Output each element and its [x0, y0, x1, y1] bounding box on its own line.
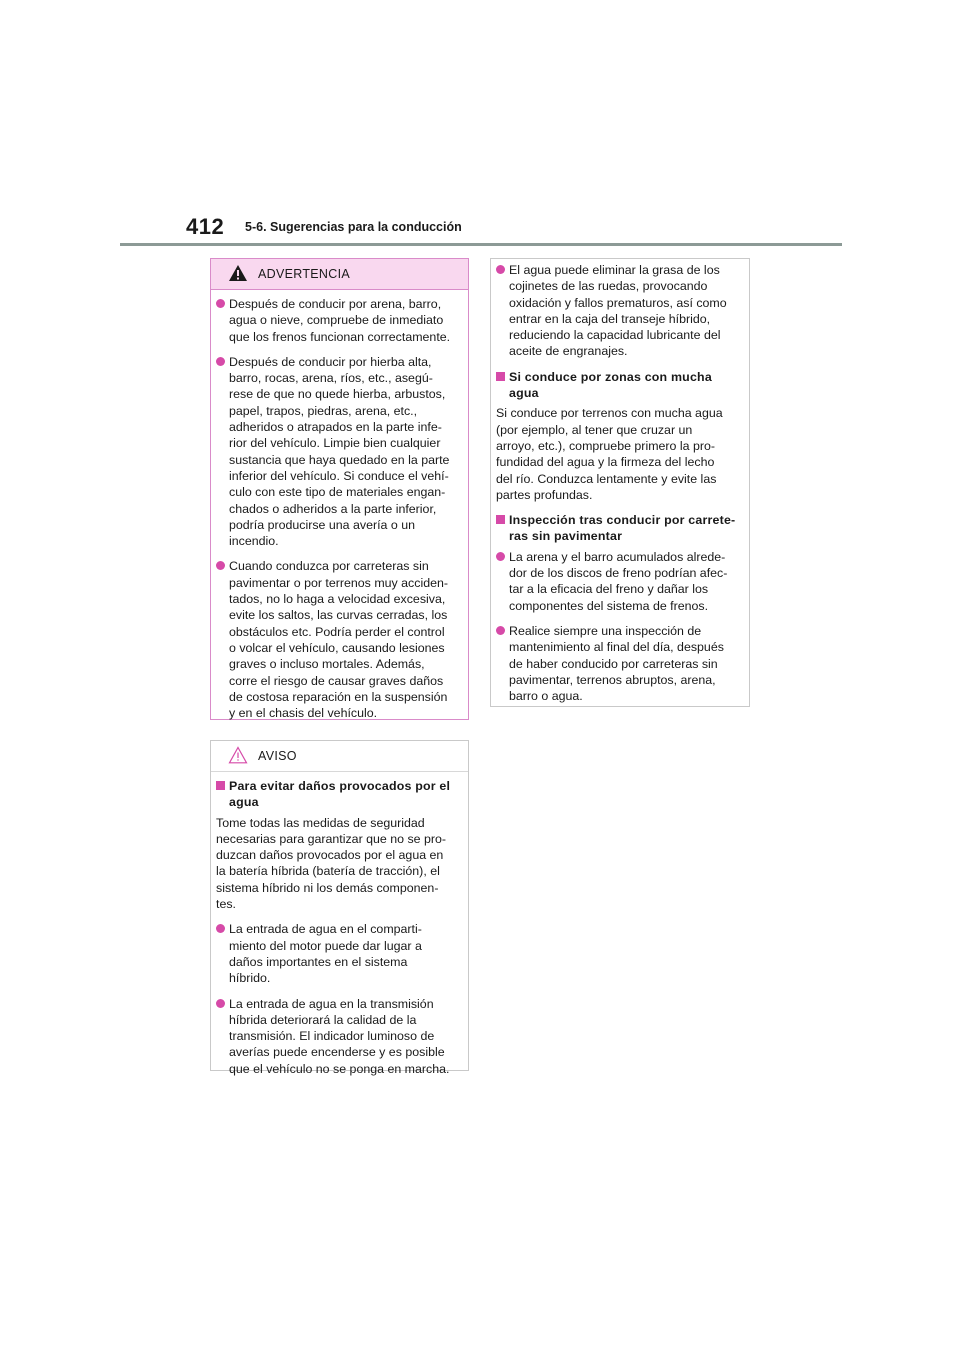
- text-line: oxidación y fallos prematuros, así como: [509, 295, 727, 310]
- aviso-title: AVISO: [258, 749, 297, 763]
- text-line: Después de conducir por arena, barro,: [229, 297, 442, 311]
- text-line: pavimentar o por terrenos muy acciden-: [229, 575, 449, 590]
- text-line: rese de que no quede hierba, arbustos,: [229, 387, 446, 402]
- text-line: cojinetes de las ruedas, provocando: [509, 279, 708, 294]
- text-line: partes profundas.: [496, 487, 593, 502]
- warning-item-3: [216, 558, 463, 721]
- warning-item-2: [216, 354, 463, 550]
- text-line: necesarias para garantizar que no se pro-: [216, 831, 447, 846]
- continued-notice-box: [490, 258, 750, 707]
- aviso-paragraph: [216, 815, 463, 913]
- heading-unpaved-inspection: [496, 512, 744, 545]
- text-line: híbrido.: [229, 971, 271, 986]
- text-line: inferior del vehículo. Si conduce el vehí-: [229, 468, 449, 483]
- text-line: corre el riesgo de causar graves daños: [229, 673, 444, 688]
- text-line: del río. Conduzca lentamente y evite las: [496, 471, 717, 486]
- text-line: Después de conducir por hierba alta,: [229, 354, 432, 369]
- page-number: 412: [186, 214, 225, 239]
- text-line: La entrada de agua en el comparti-: [229, 922, 422, 937]
- text-line: reduciendo la capacidad lubricante del: [509, 328, 721, 343]
- paragraph-deep-water: [496, 405, 744, 503]
- text-line: de haber conducido por carreteras sin: [509, 656, 718, 671]
- text-line: evite los saltos, las curvas cerradas, los: [229, 608, 448, 623]
- text-line: sustancia que haya quedado en la parte: [229, 452, 450, 467]
- heading-deep-water: [496, 369, 744, 402]
- text-line: averías puede encenderse y es posible: [229, 1045, 445, 1060]
- text-line: y en el chasis del vehículo.: [229, 706, 378, 721]
- section-title: 5-6. Sugerencias para la conducción: [245, 220, 462, 234]
- text-line: La arena y el barro acumulados alrede-: [509, 549, 726, 564]
- header-rule: [120, 243, 842, 246]
- warning-triangle-icon: [228, 264, 248, 282]
- aviso-item-2: [216, 996, 463, 1077]
- warning-header: [211, 259, 468, 290]
- text-line: culo con este tipo de materiales engan-: [229, 485, 446, 500]
- warning-title: ADVERTENCIA: [258, 267, 350, 281]
- right-item-grease: [496, 262, 744, 360]
- text-line: duzcan daños provocados por el agua en: [216, 848, 444, 863]
- text-line: barro, rocas, arena, ríos, etc., asegú-: [229, 371, 433, 386]
- text-line: o volcar el vehículo, causando lesiones: [229, 640, 445, 655]
- text-line: daños importantes en el sistema: [229, 954, 408, 969]
- right-item-maintenance: [496, 623, 744, 704]
- text-line: papel, trapos, piedras, arena, etc.,: [229, 403, 418, 418]
- text-line: podría producirse una avería o un: [229, 517, 415, 532]
- text-line: aceite de engranajes.: [509, 344, 628, 359]
- aviso-item-1: [216, 921, 463, 986]
- text-line: entrar en la caja del transeje híbrido,: [509, 311, 711, 326]
- text-line: de costosa reparación en la suspensión: [229, 689, 448, 704]
- text-line: fundidad del agua y la firmeza del lecho: [496, 455, 715, 470]
- text-line: que los frenos funcionan correctamente.: [229, 329, 451, 344]
- text-line: ras sin pavimentar: [509, 529, 623, 544]
- text-line: incendio.: [229, 534, 279, 549]
- aviso-box: [210, 740, 469, 1076]
- text-line: adheridos o atrapados en la parte infe-: [229, 420, 442, 435]
- text-line: barro o agua.: [509, 689, 583, 704]
- text-line: dor de los discos de freno podrían afec-: [509, 566, 728, 581]
- text-line: rior del vehículo. Limpie bien cualquier: [229, 436, 441, 451]
- text-line: componentes del sistema de frenos.: [509, 598, 709, 613]
- text-line: Si conduce por zonas con mucha: [509, 369, 712, 384]
- text-line: Inspección tras conducir por carrete-: [509, 513, 736, 528]
- aviso-heading: [216, 778, 463, 811]
- text-line: agua: [509, 386, 539, 401]
- text-line: mantenimiento al final del día, después: [509, 640, 724, 655]
- warning-box: [210, 258, 469, 720]
- text-line: Realice siempre una inspección de: [509, 623, 702, 638]
- aviso-header: [211, 741, 468, 772]
- text-line: Si conduce por terrenos con mucha agua: [496, 406, 723, 421]
- text-line: transmisión. El indicador luminoso de: [229, 1029, 435, 1044]
- text-line: Para evitar daños provocados por el: [229, 779, 451, 793]
- warning-item-1: [216, 296, 463, 345]
- text-line: Tome todas las medidas de seguridad: [216, 815, 425, 830]
- text-line: tar a la eficacia del freno y dañar los: [509, 582, 709, 597]
- text-line: La entrada de agua en la transmisión: [229, 996, 434, 1011]
- text-line: miento del motor puede dar lugar a: [229, 938, 422, 953]
- text-line: la batería híbrida (batería de tracción), el: [216, 864, 440, 879]
- text-line: pavimentar, terrenos abruptos, arena,: [509, 672, 716, 687]
- text-line: tados, no lo haga a velocidad excesiva,: [229, 592, 446, 607]
- text-line: agua o nieve, compruebe de inmediato: [229, 313, 444, 328]
- caution-triangle-icon: [228, 746, 248, 764]
- text-line: arroyo, etc.), compruebe primero la pro-: [496, 438, 715, 453]
- text-line: graves o incluso mortales. Además,: [229, 657, 425, 672]
- text-line: El agua puede eliminar la grasa de los: [509, 263, 720, 277]
- text-line: (por ejemplo, al tener que cruzar un: [496, 422, 693, 437]
- text-line: obstáculos etc. Podría perder el control: [229, 624, 445, 639]
- text-line: sistema híbrido ni los demás componen-: [216, 880, 439, 895]
- text-line: híbrida deteriorará la calidad de la: [229, 1012, 417, 1027]
- right-item-brake-discs: [496, 549, 744, 614]
- text-line: agua: [229, 795, 259, 810]
- text-line: chados o adheridos a la parte inferior,: [229, 501, 437, 516]
- text-line: que el vehículo no se ponga en marcha.: [229, 1061, 450, 1076]
- text-line: tes.: [216, 897, 236, 912]
- text-line: Cuando conduzca por carreteras sin: [229, 559, 429, 574]
